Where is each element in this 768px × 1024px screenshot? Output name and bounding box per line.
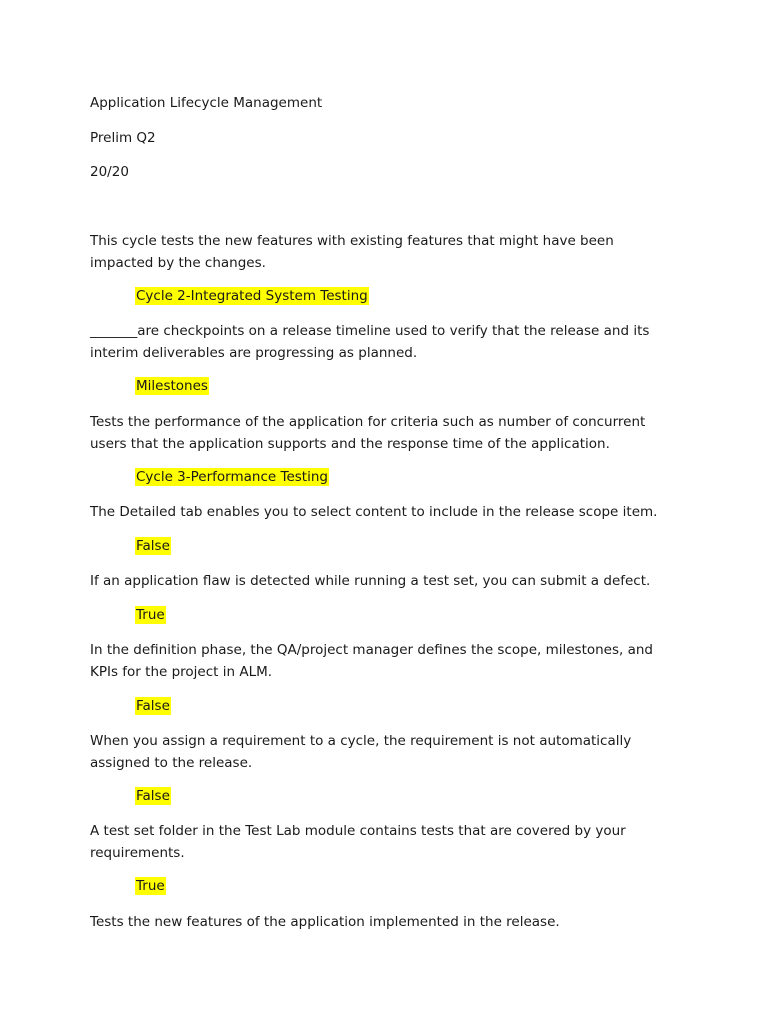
- question-5: If an application flaw is detected while running a test set, you can submit a defect.: [90, 573, 651, 589]
- answer-8-highlight: True: [136, 878, 165, 894]
- question-8: A test set folder in the Test Lab module contains tests that are covered by your requirements.: [90, 823, 626, 861]
- quiz-score: 20/20: [90, 164, 129, 180]
- answer-5: [135, 605, 166, 625]
- quiz-name: Prelim Q2: [90, 130, 156, 146]
- question-4: The Detailed tab enables you to select content to include in the release scope item.: [90, 504, 658, 520]
- answer-4: [135, 536, 171, 556]
- answer-6-highlight: False: [136, 698, 170, 714]
- answer-2: [135, 376, 209, 396]
- answer-2-highlight: Milestones: [136, 378, 208, 394]
- answer-1-highlight: Cycle 2-Integrated System Testing: [136, 288, 368, 304]
- answer-5-highlight: True: [136, 607, 165, 623]
- document-title: Application Lifecycle Management: [90, 95, 323, 111]
- question-1: This cycle tests the new features with existing features that might have been impacted by the changes.: [90, 233, 614, 271]
- answer-3: [135, 467, 329, 487]
- question-2: _______are checkpoints on a release timeline used to verify that the release and its interim deliverables are progressing as planned.: [90, 323, 650, 361]
- question-6: In the definition phase, the QA/project manager defines the scope, milestones, and KPIs for the project in ALM.: [90, 642, 654, 680]
- answer-1: [135, 286, 369, 306]
- answer-4-highlight: False: [136, 538, 170, 554]
- answer-3-highlight: Cycle 3-Performance Testing: [136, 469, 328, 485]
- answer-8: [135, 876, 166, 896]
- answer-7-highlight: False: [136, 788, 170, 804]
- answer-7: [135, 786, 171, 806]
- answer-6: [135, 696, 171, 716]
- question-7: When you assign a requirement to a cycle, the requirement is not automatically assigned to the release.: [90, 733, 632, 771]
- question-9: Tests the new features of the application implemented in the release.: [90, 914, 560, 930]
- question-3: Tests the performance of the application for criteria such as number of concurrent users that the application supports and the response time of the application.: [90, 414, 646, 452]
